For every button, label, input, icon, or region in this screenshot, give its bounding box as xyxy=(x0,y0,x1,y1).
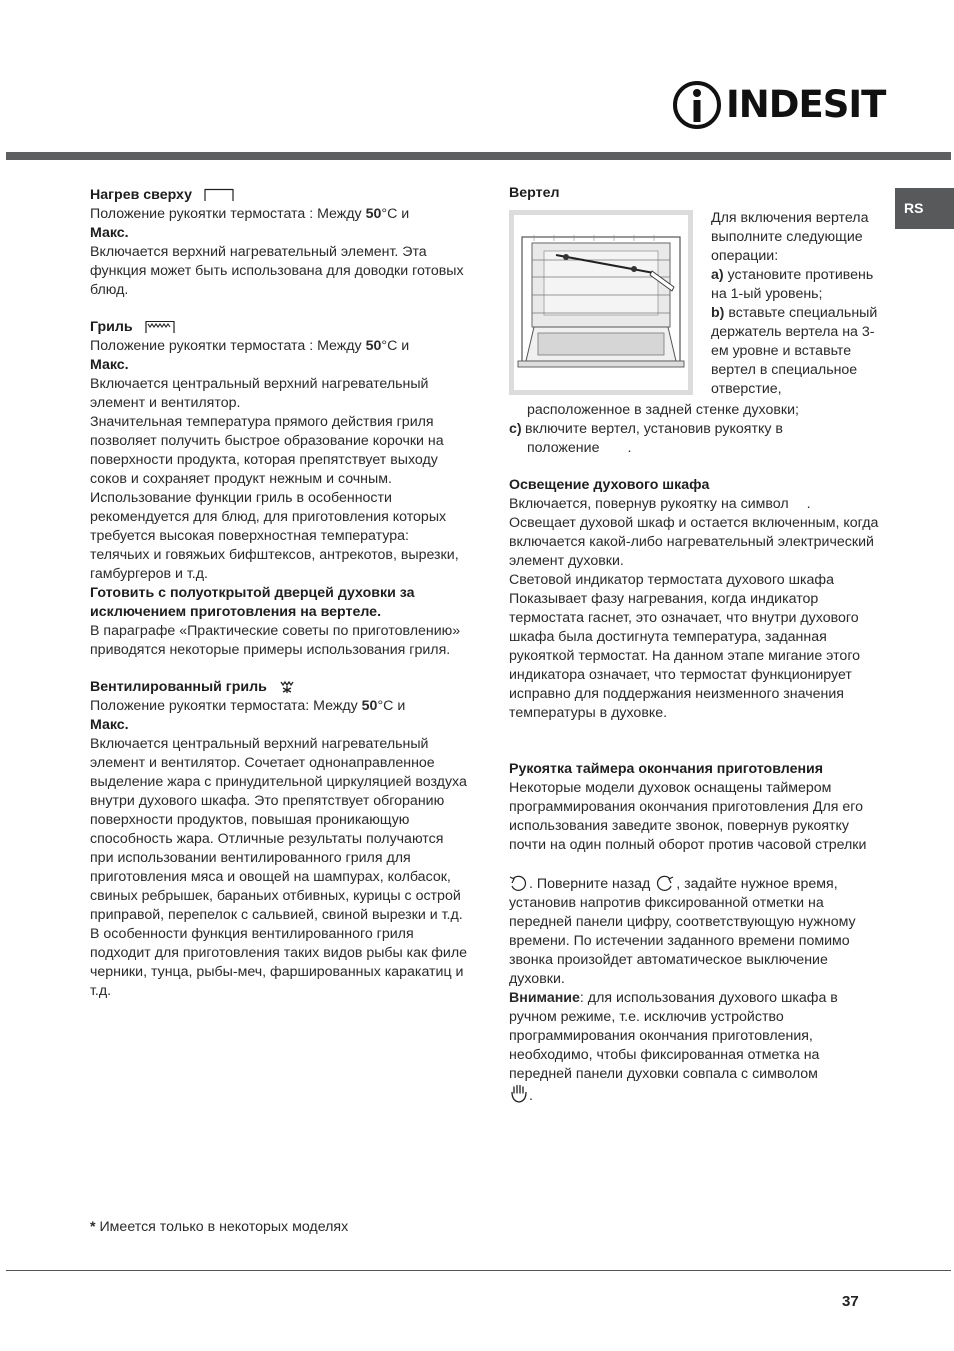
step-b: b) вставьте специальный держатель вертела на 3-ем уровне и вставьте вертел в специальное отверстие, xyxy=(711,305,878,397)
section-title: Освещение духового шкафа xyxy=(509,477,710,493)
section-title: Вертел xyxy=(509,185,560,201)
header-divider xyxy=(6,152,951,160)
thermostat-line: Положение рукоятки термостата: Между 50°C и xyxy=(90,698,406,714)
language-tab: RS xyxy=(895,188,954,229)
section-title: Нагрев сверху xyxy=(90,187,193,203)
paragraph: Некоторые модели духовок оснащены таймером программирования окончания приготовления Для его использования заведите звонок, повернув рукоятку почти на один полный оборот против часовой стрелки xyxy=(509,780,867,853)
page-number: 37 xyxy=(842,1293,859,1310)
right-column xyxy=(509,184,884,1124)
step-c-continued: положение . xyxy=(527,440,632,456)
footer-divider xyxy=(6,1270,951,1271)
paragraph: Включается центральный верхний нагревательный элемент и вентилятор. xyxy=(90,376,429,411)
section-grill xyxy=(90,318,468,660)
section-title: Рукоятка таймера окончания приготовления xyxy=(509,761,824,777)
paragraph: Включается верхний нагревательный элемент. Эта функция может быть использована для доводки готовых блюд. xyxy=(90,244,464,298)
max-label: Макс. xyxy=(90,225,129,241)
section-rotisserie xyxy=(509,184,884,458)
rotisserie-illustration xyxy=(509,210,693,395)
step-a: a) установите противень на 1-ый уровень; xyxy=(711,267,874,302)
top-heat-icon xyxy=(204,188,234,202)
thermostat-line: Положение рукоятки термостата : Между 50°C и xyxy=(90,338,410,354)
paragraph: Световой индикатор термостата духового шкафа Показывает фазу нагревания, когда индикатор термостата гаснет, это означает, что внутри духового шкафа была достигнута температура, заданная рукояткой термостат. На данном этапе мигание этого индикатора означает, что термостат функционирует исправно для поддержания неизменного значения температуры в духовке. xyxy=(509,572,861,721)
left-column xyxy=(90,186,468,1019)
step-b-continued: расположенное в задней стенке духовки; xyxy=(527,402,799,418)
footnote: * Имеется только в некоторых моделях xyxy=(90,1219,349,1235)
indesit-i-icon xyxy=(672,78,722,132)
paragraph: Освещает духовой шкаф и остается включенным, когда включается какой-либо нагревательный электрический элемент духовки. xyxy=(509,515,879,569)
paragraph: Для включения вертела выполните следующие операции: xyxy=(711,210,869,264)
grill-icon xyxy=(145,320,175,334)
paragraph: В особенности функция вентилированного гриля подходит для приготовления таких видов рыбы как филе черники, тунца, рыбы-меч, фаршированных каракатиц и т.д. xyxy=(90,926,467,999)
paragraph: . Поверните назад , задайте нужное время, установив напротив фиксированной отметки на передней панели цифру, соответствующую нужному времени. По истечении заданного времени помимо звонка произойдет автоматическое выключение духовки. xyxy=(509,876,856,987)
section-timer xyxy=(509,760,884,1106)
rotate-counterclockwise-icon xyxy=(509,874,529,892)
max-label: Макс. xyxy=(90,357,129,373)
section-title: Вентилированный гриль xyxy=(90,679,267,695)
paragraph: Значительная температура прямого действия гриля позволяет получить быстрое образование корочки на поверхности продукта, которая препятствует выходу соков и сохраняет продукт нежным и сочным. Использование функции гриль в особенности рекомендуется для блюд, для приготовления которых требуется высокая поверхностная температура: телячьих и говяжьих бифштексов, антрекотов, вырезки, гамбургеров и т.д. xyxy=(90,414,459,582)
section-title: Гриль xyxy=(90,319,133,335)
section-fan-grill xyxy=(90,678,468,1001)
manual-hand-icon xyxy=(509,1084,529,1104)
oven-rotisserie-image xyxy=(514,215,688,390)
step-c: c) включите вертел, установив рукоятку в xyxy=(509,421,783,437)
brand-name: INDESIT xyxy=(726,83,886,126)
bold-note: Готовить с полуоткрытой дверцей духовки за исключением приготовления на вертеле. xyxy=(90,585,415,620)
section-oven-light xyxy=(509,476,884,723)
brand-logo xyxy=(672,78,885,132)
paragraph: Включается центральный верхний нагревательный элемент и вентилятор. Сочетает однонаправленное выделение жара с принудительной циркуляцией воздуха внутри духового шкафа. Это препятствует обгоранию поверхности продуктов, повышая проникающую способность жара. Отличные результаты получаются при использовании вентилированного гриля для приготовления мяса и овощей на шампурах, колбасок, свиных ребрышек, бараньих отбивных, курицы с острой приправой, перепелок с сальвией, свиной вырезки и т.д. xyxy=(90,736,467,923)
warning-paragraph: Внимание: для использования духового шкафа в ручном режиме, т.е. исключив устройство программирования окончания приготовления, необходимо, чтобы фиксированная отметка на передней панели духовки совпала с символом . xyxy=(509,990,838,1104)
paragraph: В параграфе «Практические советы по приготовлению» приводятся некоторые примеры использования гриля. xyxy=(90,623,461,658)
rotate-clockwise-icon xyxy=(654,874,676,892)
thermostat-line: Положение рукоятки термостата : Между 50°C и xyxy=(90,206,410,222)
max-label: Макс. xyxy=(90,717,129,733)
section-top-heat xyxy=(90,186,468,300)
paragraph: Включается, повернув рукоятку на символ . xyxy=(509,496,811,512)
fan-grill-icon xyxy=(279,680,295,694)
